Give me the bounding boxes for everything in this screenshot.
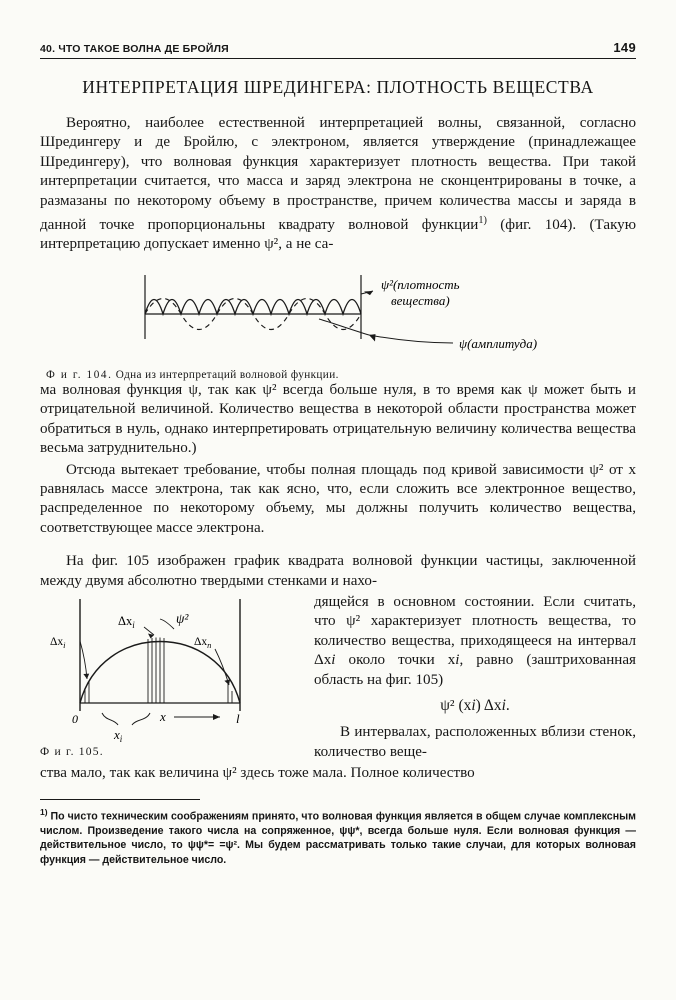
paragraph-5-b: около точки x <box>335 652 456 669</box>
formula-sub-i-2: i <box>501 696 506 714</box>
formula-end: . <box>505 696 510 714</box>
paragraph-4: На фиг. 105 изображен график квадрата волновой функции частицы, заключенной между двумя абсолютно твердыми стенками и нахо- <box>40 553 636 589</box>
footnote-rule <box>40 799 200 800</box>
header-rule <box>40 58 636 59</box>
figure-105-axis-x: x <box>160 708 166 724</box>
paragraph-1-text: Вероятно, наиболее естественной интерпретацией волны, связанной, согласно Шредингеру и де Бройлю, с электроном, является утверждение (принадлежащее Шредингеру), что волновая функция характеризует плотность вещества. При такой интерпретации считается, что масса и заряд электрона не сконцентрированы в точке, а размазаны по некоторому объему в пространстве, причем количества массы и заряда в данной точке пропорциональны квадрату волновой функции <box>40 115 636 234</box>
formula-sub-i: i <box>471 696 476 714</box>
footnote <box>40 805 636 868</box>
page-content <box>40 40 636 868</box>
figure-105-axis-xi: $x_i$ <box>114 726 123 743</box>
paragraph-5 <box>314 593 636 690</box>
subscript-i-2: i <box>455 652 460 669</box>
paragraph-5-c: , равно (заштрихованная область на фиг. 105) <box>314 652 636 688</box>
figure-104-label-psi: ψ(амплитуда) <box>459 335 538 351</box>
running-head: 40. ЧТО ТАКОЕ ВОЛНА ДЕ БРОЙЛЯ <box>40 43 229 55</box>
formula-mid: ) Δx <box>475 696 502 714</box>
figure-105-axis-zero: 0 <box>72 711 78 726</box>
spacer <box>40 538 636 552</box>
figure-105-label-dxi-left: $\Delta x_i$ <box>50 635 66 650</box>
figure-104-label-psi2: ψ²(плотность <box>381 276 460 292</box>
figure-105-side-text <box>314 593 636 762</box>
formula-head: ψ² (x <box>440 696 472 714</box>
figure-104 <box>40 269 636 365</box>
figure-104-caption-lead: Ф и г. 104. <box>46 368 113 381</box>
figure-105-caption <box>40 745 300 758</box>
figure-104-label-psi2-b: вещества) <box>391 292 450 308</box>
figure-105 <box>40 593 300 758</box>
figure-105-label-dxi-inner: $\Delta x_i$ <box>118 613 135 630</box>
figure-104-caption-text: Одна из интерпретаций волновой функции. <box>115 368 339 381</box>
formula-psi-squared <box>314 696 636 715</box>
footnote-ref: 1) <box>478 215 487 227</box>
figure-105-graphic <box>40 593 298 743</box>
figure-105-axis-l: l <box>236 710 240 726</box>
page-header <box>40 40 636 55</box>
paragraph-5-a: дящейся в основном состоянии. Если считать, что ψ² характеризует плотность вещества, то количество вещества, приходящееся на интервал Δx <box>314 593 636 669</box>
section-title: ИНТЕРПРЕТАЦИЯ ШРЕДИНГЕРА: ПЛОТНОСТЬ ВЕЩЕСТВА <box>82 77 594 97</box>
footnote-marker: 1) <box>40 806 48 817</box>
paragraph-2: ма волновая функция ψ, так как ψ² всегда больше нуля, в то время как ψ может быть и отрицательной величиной. Количество вещества в некоторой области пространства может обратиться в нуль, однако интерпретировать отрицательную величину количества вещества весьма затруднительно.) <box>40 381 636 457</box>
paragraph-1 <box>40 114 636 255</box>
footnote-text: По чисто техническим соображениям принято, что волновая функция является в общем случае комплексным числом. Произведение такого числа на сопряженное, ψψ*, всегда больше нуля. Если волновая функция — действительное число, то ψψ*= =ψ². Мы будем рассматривать только такие случаи, для которых волновая функция — действительное число. <box>40 810 636 866</box>
paragraph-1-tail: (фиг. 104). (Такую интерпретацию допускает именно ψ², а не са- <box>40 217 637 253</box>
figure-105-label-psi2: ψ² <box>176 610 189 626</box>
figure-105-label-dxn: $\Delta x_n$ <box>194 635 212 650</box>
figure-104-caption <box>40 369 636 381</box>
figure-105-and-text <box>40 593 636 762</box>
paragraph-7: ства мало, так как величина ψ² здесь тоже мала. Полное количество <box>40 765 475 782</box>
paragraph-6: В интервалах, расположенных вблизи стенок, количество веще- <box>314 724 636 760</box>
figure-105-caption-lead: Ф и г. 105. <box>40 744 104 758</box>
paragraph-3: Отсюда вытекает требование, чтобы полная площадь под кривой зависимости ψ² от x равнялась массе электрона, так как ясно, что, если сложить все электронное вещество, распределенное по некоторому объему, мы должны получить количество вещества, соответствующее массе электрона. <box>40 461 636 536</box>
page-number: 149 <box>613 40 636 55</box>
figure-104-graphic <box>123 269 553 365</box>
subscript-i-1: i <box>331 652 336 669</box>
